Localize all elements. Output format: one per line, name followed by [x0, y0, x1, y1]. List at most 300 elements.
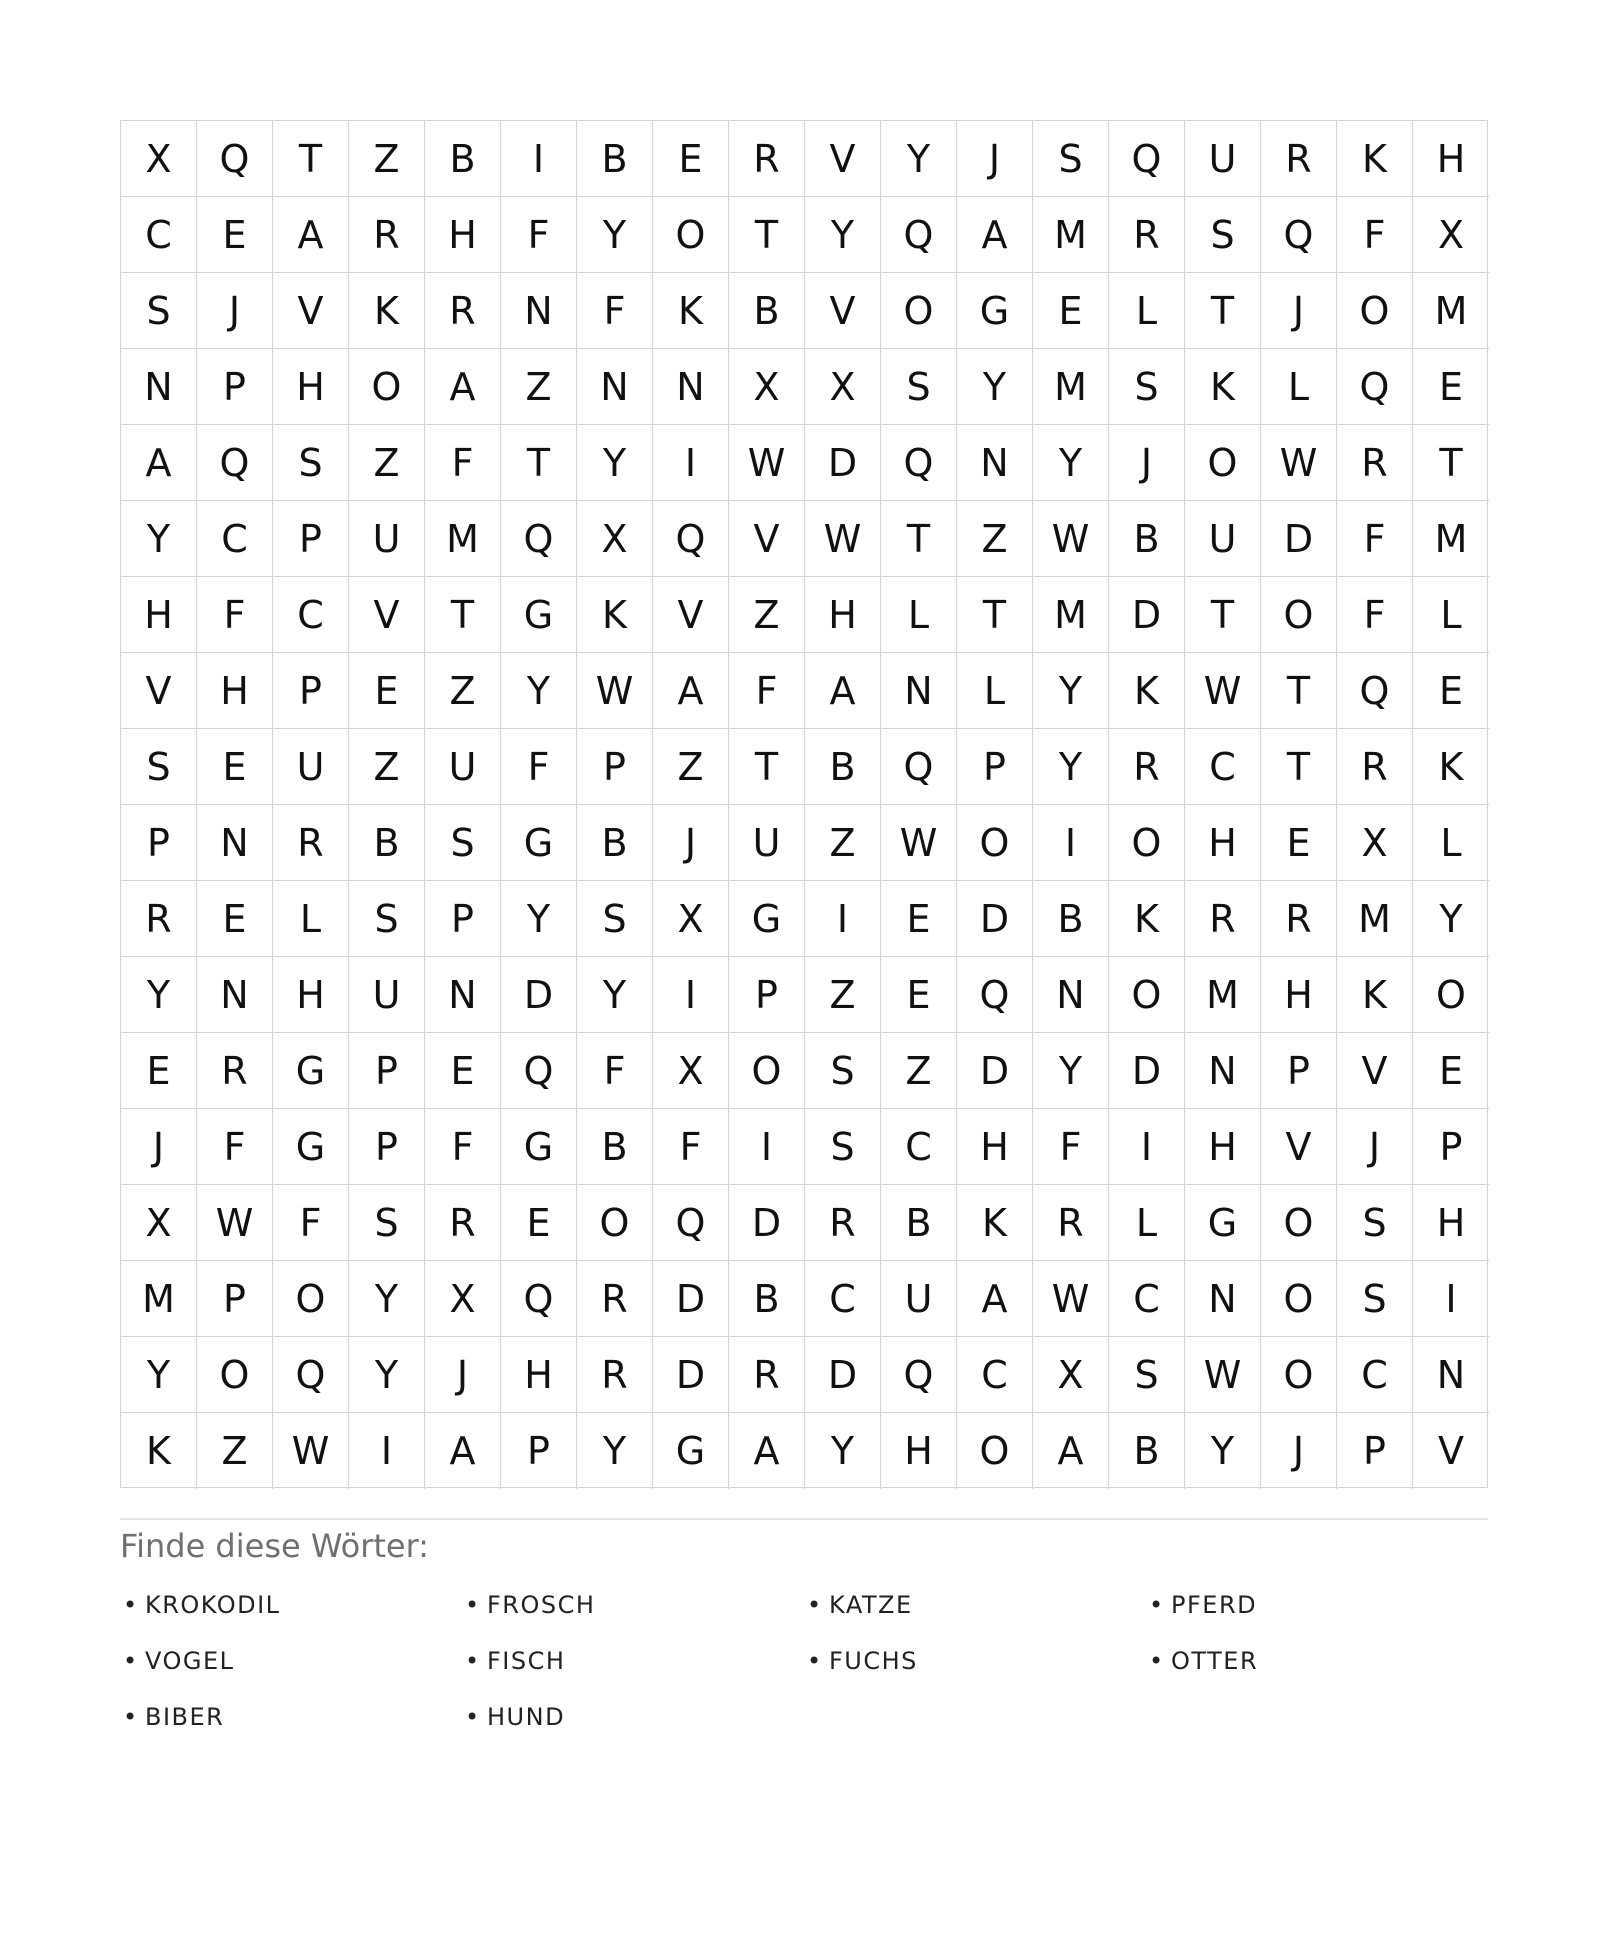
grid-cell[interactable]: U — [349, 501, 425, 577]
grid-cell[interactable]: O — [729, 1033, 805, 1109]
grid-cell[interactable]: B — [729, 1261, 805, 1337]
grid-cell[interactable]: Z — [653, 729, 729, 805]
grid-cell[interactable]: V — [1337, 1033, 1413, 1109]
grid-cell[interactable]: G — [957, 273, 1033, 349]
grid-cell[interactable]: D — [501, 957, 577, 1033]
grid-cell[interactable]: K — [653, 273, 729, 349]
grid-cell[interactable]: W — [1261, 425, 1337, 501]
grid-cell[interactable]: E — [1413, 653, 1489, 729]
grid-cell[interactable]: C — [273, 577, 349, 653]
grid-cell[interactable]: M — [1185, 957, 1261, 1033]
grid-cell[interactable]: O — [1185, 425, 1261, 501]
grid-cell[interactable]: S — [881, 349, 957, 425]
grid-cell[interactable]: X — [653, 881, 729, 957]
grid-cell[interactable]: O — [1109, 957, 1185, 1033]
grid-cell[interactable]: T — [729, 197, 805, 273]
grid-cell[interactable]: F — [425, 425, 501, 501]
grid-cell[interactable]: T — [1261, 653, 1337, 729]
grid-cell[interactable]: Q — [197, 121, 273, 197]
grid-cell[interactable]: H — [957, 1109, 1033, 1185]
grid-cell[interactable]: G — [653, 1413, 729, 1489]
grid-cell[interactable]: T — [1413, 425, 1489, 501]
grid-cell[interactable]: F — [425, 1109, 501, 1185]
grid-cell[interactable]: V — [349, 577, 425, 653]
grid-cell[interactable]: O — [577, 1185, 653, 1261]
grid-cell[interactable]: I — [653, 425, 729, 501]
grid-cell[interactable]: G — [273, 1033, 349, 1109]
grid-cell[interactable]: S — [273, 425, 349, 501]
grid-cell[interactable]: S — [577, 881, 653, 957]
grid-cell[interactable]: A — [653, 653, 729, 729]
grid-cell[interactable]: K — [349, 273, 425, 349]
grid-cell[interactable]: Q — [653, 1185, 729, 1261]
grid-cell[interactable]: R — [121, 881, 197, 957]
grid-cell[interactable]: R — [1033, 1185, 1109, 1261]
grid-cell[interactable]: X — [653, 1033, 729, 1109]
grid-cell[interactable]: O — [273, 1261, 349, 1337]
grid-cell[interactable]: N — [425, 957, 501, 1033]
grid-cell[interactable]: R — [729, 121, 805, 197]
grid-cell[interactable]: A — [425, 349, 501, 425]
grid-cell[interactable]: P — [957, 729, 1033, 805]
grid-cell[interactable]: K — [121, 1413, 197, 1489]
grid-cell[interactable]: W — [1033, 501, 1109, 577]
grid-cell[interactable]: S — [1337, 1185, 1413, 1261]
grid-cell[interactable]: E — [1413, 1033, 1489, 1109]
grid-cell[interactable]: R — [1109, 197, 1185, 273]
grid-cell[interactable]: P — [577, 729, 653, 805]
grid-cell[interactable]: Y — [121, 501, 197, 577]
grid-cell[interactable]: V — [805, 121, 881, 197]
grid-cell[interactable]: F — [653, 1109, 729, 1185]
grid-cell[interactable]: B — [349, 805, 425, 881]
grid-cell[interactable]: I — [1413, 1261, 1489, 1337]
grid-cell[interactable]: N — [881, 653, 957, 729]
grid-cell[interactable]: Q — [881, 197, 957, 273]
grid-cell[interactable]: G — [501, 805, 577, 881]
grid-cell[interactable]: W — [1033, 1261, 1109, 1337]
grid-cell[interactable]: D — [957, 1033, 1033, 1109]
grid-cell[interactable]: K — [1109, 653, 1185, 729]
grid-cell[interactable]: O — [957, 805, 1033, 881]
grid-cell[interactable]: N — [1413, 1337, 1489, 1413]
grid-cell[interactable]: V — [653, 577, 729, 653]
grid-cell[interactable]: R — [349, 197, 425, 273]
grid-cell[interactable]: L — [957, 653, 1033, 729]
grid-cell[interactable]: Y — [1185, 1413, 1261, 1489]
grid-cell[interactable]: P — [273, 501, 349, 577]
grid-cell[interactable]: D — [805, 1337, 881, 1413]
grid-cell[interactable]: H — [121, 577, 197, 653]
grid-cell[interactable]: Z — [349, 425, 425, 501]
grid-cell[interactable]: Y — [349, 1337, 425, 1413]
grid-cell[interactable]: R — [1261, 121, 1337, 197]
grid-cell[interactable]: W — [577, 653, 653, 729]
grid-cell[interactable]: Q — [1337, 653, 1413, 729]
grid-cell[interactable]: G — [501, 1109, 577, 1185]
grid-cell[interactable]: O — [197, 1337, 273, 1413]
grid-cell[interactable]: A — [957, 197, 1033, 273]
grid-cell[interactable]: I — [805, 881, 881, 957]
grid-cell[interactable]: R — [1185, 881, 1261, 957]
grid-cell[interactable]: Z — [805, 957, 881, 1033]
grid-cell[interactable]: E — [881, 881, 957, 957]
grid-cell[interactable]: T — [957, 577, 1033, 653]
grid-cell[interactable]: E — [425, 1033, 501, 1109]
grid-cell[interactable]: L — [1261, 349, 1337, 425]
grid-cell[interactable]: P — [1413, 1109, 1489, 1185]
grid-cell[interactable]: Y — [1033, 425, 1109, 501]
grid-cell[interactable]: R — [805, 1185, 881, 1261]
grid-cell[interactable]: B — [1109, 501, 1185, 577]
grid-cell[interactable]: I — [349, 1413, 425, 1489]
grid-cell[interactable]: A — [729, 1413, 805, 1489]
grid-cell[interactable]: O — [1261, 1337, 1337, 1413]
grid-cell[interactable]: Q — [1109, 121, 1185, 197]
grid-cell[interactable]: F — [1337, 197, 1413, 273]
grid-cell[interactable]: F — [197, 577, 273, 653]
grid-cell[interactable]: U — [1185, 121, 1261, 197]
grid-cell[interactable]: W — [881, 805, 957, 881]
grid-cell[interactable]: B — [729, 273, 805, 349]
grid-cell[interactable]: H — [1261, 957, 1337, 1033]
grid-cell[interactable]: R — [1109, 729, 1185, 805]
grid-cell[interactable]: X — [425, 1261, 501, 1337]
grid-cell[interactable]: O — [1337, 273, 1413, 349]
grid-cell[interactable]: Y — [577, 425, 653, 501]
grid-cell[interactable]: P — [1261, 1033, 1337, 1109]
grid-cell[interactable]: K — [1337, 121, 1413, 197]
grid-cell[interactable]: B — [425, 121, 501, 197]
grid-cell[interactable]: U — [729, 805, 805, 881]
grid-cell[interactable]: O — [1261, 577, 1337, 653]
grid-cell[interactable]: D — [653, 1261, 729, 1337]
grid-cell[interactable]: P — [501, 1413, 577, 1489]
grid-cell[interactable]: N — [1033, 957, 1109, 1033]
grid-cell[interactable]: M — [1033, 197, 1109, 273]
grid-cell[interactable]: T — [1185, 577, 1261, 653]
grid-cell[interactable]: A — [273, 197, 349, 273]
grid-cell[interactable]: L — [1413, 805, 1489, 881]
grid-cell[interactable]: W — [197, 1185, 273, 1261]
grid-cell[interactable]: M — [1033, 577, 1109, 653]
grid-cell[interactable]: M — [1033, 349, 1109, 425]
grid-cell[interactable]: A — [121, 425, 197, 501]
grid-cell[interactable]: O — [881, 273, 957, 349]
grid-cell[interactable]: R — [577, 1337, 653, 1413]
grid-cell[interactable]: C — [1185, 729, 1261, 805]
grid-cell[interactable]: S — [1337, 1261, 1413, 1337]
grid-cell[interactable]: T — [425, 577, 501, 653]
grid-cell[interactable]: C — [881, 1109, 957, 1185]
grid-cell[interactable]: Z — [805, 805, 881, 881]
grid-cell[interactable]: S — [805, 1033, 881, 1109]
grid-cell[interactable]: I — [501, 121, 577, 197]
grid-cell[interactable]: E — [197, 729, 273, 805]
grid-cell[interactable]: K — [1185, 349, 1261, 425]
grid-cell[interactable]: H — [273, 957, 349, 1033]
grid-cell[interactable]: B — [881, 1185, 957, 1261]
grid-cell[interactable]: P — [197, 349, 273, 425]
grid-cell[interactable]: T — [1185, 273, 1261, 349]
grid-cell[interactable]: T — [729, 729, 805, 805]
grid-cell[interactable]: F — [577, 273, 653, 349]
grid-cell[interactable]: L — [881, 577, 957, 653]
grid-cell[interactable]: J — [121, 1109, 197, 1185]
grid-cell[interactable]: F — [501, 197, 577, 273]
grid-cell[interactable]: Q — [501, 1033, 577, 1109]
grid-cell[interactable]: D — [805, 425, 881, 501]
grid-cell[interactable]: V — [729, 501, 805, 577]
grid-cell[interactable]: Y — [805, 197, 881, 273]
grid-cell[interactable]: Y — [121, 957, 197, 1033]
grid-cell[interactable]: R — [273, 805, 349, 881]
grid-cell[interactable]: Q — [957, 957, 1033, 1033]
grid-cell[interactable]: U — [881, 1261, 957, 1337]
grid-cell[interactable]: I — [729, 1109, 805, 1185]
grid-cell[interactable]: N — [1185, 1033, 1261, 1109]
grid-cell[interactable]: E — [1261, 805, 1337, 881]
grid-cell[interactable]: W — [1185, 653, 1261, 729]
grid-cell[interactable]: F — [273, 1185, 349, 1261]
grid-cell[interactable]: Q — [501, 501, 577, 577]
grid-cell[interactable]: Q — [1261, 197, 1337, 273]
grid-cell[interactable]: C — [957, 1337, 1033, 1413]
grid-cell[interactable]: H — [1185, 1109, 1261, 1185]
grid-cell[interactable]: M — [1413, 501, 1489, 577]
grid-cell[interactable]: Y — [1033, 653, 1109, 729]
grid-cell[interactable]: G — [729, 881, 805, 957]
grid-cell[interactable]: U — [349, 957, 425, 1033]
grid-cell[interactable]: U — [1185, 501, 1261, 577]
grid-cell[interactable]: Y — [1033, 729, 1109, 805]
grid-cell[interactable]: H — [1413, 121, 1489, 197]
grid-cell[interactable]: E — [1033, 273, 1109, 349]
grid-cell[interactable]: Z — [197, 1413, 273, 1489]
grid-cell[interactable]: P — [197, 1261, 273, 1337]
grid-cell[interactable]: H — [881, 1413, 957, 1489]
grid-cell[interactable]: I — [653, 957, 729, 1033]
grid-cell[interactable]: R — [1337, 729, 1413, 805]
grid-cell[interactable]: Y — [349, 1261, 425, 1337]
grid-cell[interactable]: D — [1261, 501, 1337, 577]
grid-cell[interactable]: Z — [957, 501, 1033, 577]
grid-cell[interactable]: E — [1413, 349, 1489, 425]
grid-cell[interactable]: B — [1033, 881, 1109, 957]
grid-cell[interactable]: L — [1109, 1185, 1185, 1261]
grid-cell[interactable]: H — [1185, 805, 1261, 881]
grid-cell[interactable]: V — [1261, 1109, 1337, 1185]
grid-cell[interactable]: H — [501, 1337, 577, 1413]
grid-cell[interactable]: V — [273, 273, 349, 349]
grid-cell[interactable]: J — [1261, 273, 1337, 349]
grid-cell[interactable]: P — [729, 957, 805, 1033]
grid-cell[interactable]: O — [1413, 957, 1489, 1033]
grid-cell[interactable]: T — [273, 121, 349, 197]
grid-cell[interactable]: A — [805, 653, 881, 729]
grid-cell[interactable]: A — [957, 1261, 1033, 1337]
grid-cell[interactable]: Z — [425, 653, 501, 729]
grid-cell[interactable]: Z — [501, 349, 577, 425]
grid-cell[interactable]: C — [197, 501, 273, 577]
grid-cell[interactable]: Y — [881, 121, 957, 197]
grid-cell[interactable]: X — [1413, 197, 1489, 273]
grid-cell[interactable]: C — [805, 1261, 881, 1337]
grid-cell[interactable]: F — [197, 1109, 273, 1185]
grid-cell[interactable]: Q — [881, 729, 957, 805]
grid-cell[interactable]: S — [121, 273, 197, 349]
grid-cell[interactable]: K — [1337, 957, 1413, 1033]
grid-cell[interactable]: E — [501, 1185, 577, 1261]
grid-cell[interactable]: O — [957, 1413, 1033, 1489]
grid-cell[interactable]: B — [577, 805, 653, 881]
grid-cell[interactable]: S — [1033, 121, 1109, 197]
grid-cell[interactable]: Y — [577, 957, 653, 1033]
grid-cell[interactable]: G — [273, 1109, 349, 1185]
grid-cell[interactable]: I — [1033, 805, 1109, 881]
grid-cell[interactable]: M — [1413, 273, 1489, 349]
grid-cell[interactable]: O — [1261, 1261, 1337, 1337]
grid-cell[interactable]: H — [805, 577, 881, 653]
grid-cell[interactable]: T — [881, 501, 957, 577]
grid-cell[interactable]: R — [197, 1033, 273, 1109]
grid-cell[interactable]: K — [957, 1185, 1033, 1261]
grid-cell[interactable]: K — [1109, 881, 1185, 957]
grid-cell[interactable]: W — [729, 425, 805, 501]
grid-cell[interactable]: Q — [197, 425, 273, 501]
grid-cell[interactable]: H — [273, 349, 349, 425]
grid-cell[interactable]: J — [197, 273, 273, 349]
grid-cell[interactable]: W — [273, 1413, 349, 1489]
grid-cell[interactable]: E — [653, 121, 729, 197]
grid-cell[interactable]: D — [729, 1185, 805, 1261]
grid-cell[interactable]: K — [1413, 729, 1489, 805]
grid-cell[interactable]: C — [1337, 1337, 1413, 1413]
grid-cell[interactable]: D — [1109, 577, 1185, 653]
grid-cell[interactable]: A — [1033, 1413, 1109, 1489]
grid-cell[interactable]: X — [729, 349, 805, 425]
grid-cell[interactable]: Z — [729, 577, 805, 653]
grid-cell[interactable]: F — [1033, 1109, 1109, 1185]
grid-cell[interactable]: E — [881, 957, 957, 1033]
grid-cell[interactable]: H — [425, 197, 501, 273]
grid-cell[interactable]: X — [577, 501, 653, 577]
grid-cell[interactable]: Q — [273, 1337, 349, 1413]
grid-cell[interactable]: E — [121, 1033, 197, 1109]
grid-cell[interactable]: Z — [881, 1033, 957, 1109]
grid-cell[interactable]: P — [273, 653, 349, 729]
grid-cell[interactable]: D — [957, 881, 1033, 957]
grid-cell[interactable]: S — [425, 805, 501, 881]
grid-cell[interactable]: Y — [501, 653, 577, 729]
grid-cell[interactable]: F — [501, 729, 577, 805]
grid-cell[interactable]: Z — [349, 121, 425, 197]
grid-cell[interactable]: P — [121, 805, 197, 881]
grid-cell[interactable]: Q — [1337, 349, 1413, 425]
grid-cell[interactable]: Y — [121, 1337, 197, 1413]
grid-cell[interactable]: J — [1109, 425, 1185, 501]
grid-cell[interactable]: Y — [805, 1413, 881, 1489]
grid-cell[interactable]: F — [1337, 577, 1413, 653]
grid-cell[interactable]: J — [425, 1337, 501, 1413]
grid-cell[interactable]: X — [121, 1185, 197, 1261]
grid-cell[interactable]: G — [1185, 1185, 1261, 1261]
grid-cell[interactable]: W — [805, 501, 881, 577]
grid-cell[interactable]: N — [121, 349, 197, 425]
grid-cell[interactable]: E — [197, 881, 273, 957]
grid-cell[interactable]: N — [957, 425, 1033, 501]
grid-cell[interactable]: D — [653, 1337, 729, 1413]
grid-cell[interactable]: B — [577, 121, 653, 197]
grid-cell[interactable]: X — [1337, 805, 1413, 881]
grid-cell[interactable]: P — [349, 1109, 425, 1185]
grid-cell[interactable]: Q — [501, 1261, 577, 1337]
grid-cell[interactable]: S — [805, 1109, 881, 1185]
grid-cell[interactable]: N — [501, 273, 577, 349]
grid-cell[interactable]: L — [1109, 273, 1185, 349]
grid-cell[interactable]: B — [577, 1109, 653, 1185]
grid-cell[interactable]: T — [501, 425, 577, 501]
grid-cell[interactable]: S — [1109, 1337, 1185, 1413]
grid-cell[interactable]: U — [273, 729, 349, 805]
grid-cell[interactable]: R — [1337, 425, 1413, 501]
grid-cell[interactable]: Q — [881, 425, 957, 501]
grid-cell[interactable]: X — [1033, 1337, 1109, 1413]
grid-cell[interactable]: M — [1337, 881, 1413, 957]
grid-cell[interactable]: Q — [881, 1337, 957, 1413]
grid-cell[interactable]: M — [425, 501, 501, 577]
grid-cell[interactable]: R — [425, 1185, 501, 1261]
grid-cell[interactable]: N — [577, 349, 653, 425]
grid-cell[interactable]: V — [1438, 1429, 1464, 1473]
grid-cell[interactable]: N — [1185, 1261, 1261, 1337]
grid-cell[interactable]: Z — [349, 729, 425, 805]
grid-cell[interactable]: H — [197, 653, 273, 729]
grid-cell[interactable]: P — [349, 1033, 425, 1109]
grid-cell[interactable]: U — [425, 729, 501, 805]
grid-cell[interactable]: N — [197, 805, 273, 881]
grid-cell[interactable]: L — [273, 881, 349, 957]
grid-cell[interactable]: X — [121, 121, 197, 197]
grid-cell[interactable]: S — [121, 729, 197, 805]
grid-cell[interactable]: S — [349, 881, 425, 957]
grid-cell[interactable]: F — [729, 653, 805, 729]
grid-cell[interactable]: N — [653, 349, 729, 425]
grid-cell[interactable]: L — [1413, 577, 1489, 653]
grid-cell[interactable]: C — [121, 197, 197, 273]
grid-cell[interactable]: D — [1109, 1033, 1185, 1109]
grid-cell[interactable]: T — [1261, 729, 1337, 805]
grid-cell[interactable]: R — [729, 1337, 805, 1413]
grid-cell[interactable]: R — [425, 273, 501, 349]
grid-cell[interactable]: X — [805, 349, 881, 425]
grid-cell[interactable]: Y — [1413, 881, 1489, 957]
grid-cell[interactable]: S — [1185, 197, 1261, 273]
grid-cell[interactable]: Y — [957, 349, 1033, 425]
grid-cell[interactable]: J — [957, 121, 1033, 197]
grid-cell[interactable]: R — [577, 1261, 653, 1337]
grid-cell[interactable]: Y — [577, 197, 653, 273]
grid-cell[interactable]: H — [1413, 1185, 1489, 1261]
grid-cell[interactable]: I — [1109, 1109, 1185, 1185]
grid-cell[interactable]: E — [197, 197, 273, 273]
grid-cell[interactable]: B — [1109, 1413, 1185, 1489]
grid-cell[interactable]: O — [653, 197, 729, 273]
grid-cell[interactable]: S — [349, 1185, 425, 1261]
grid-cell[interactable]: K — [577, 577, 653, 653]
grid-cell[interactable]: Y — [501, 881, 577, 957]
grid-cell[interactable]: Q — [653, 501, 729, 577]
